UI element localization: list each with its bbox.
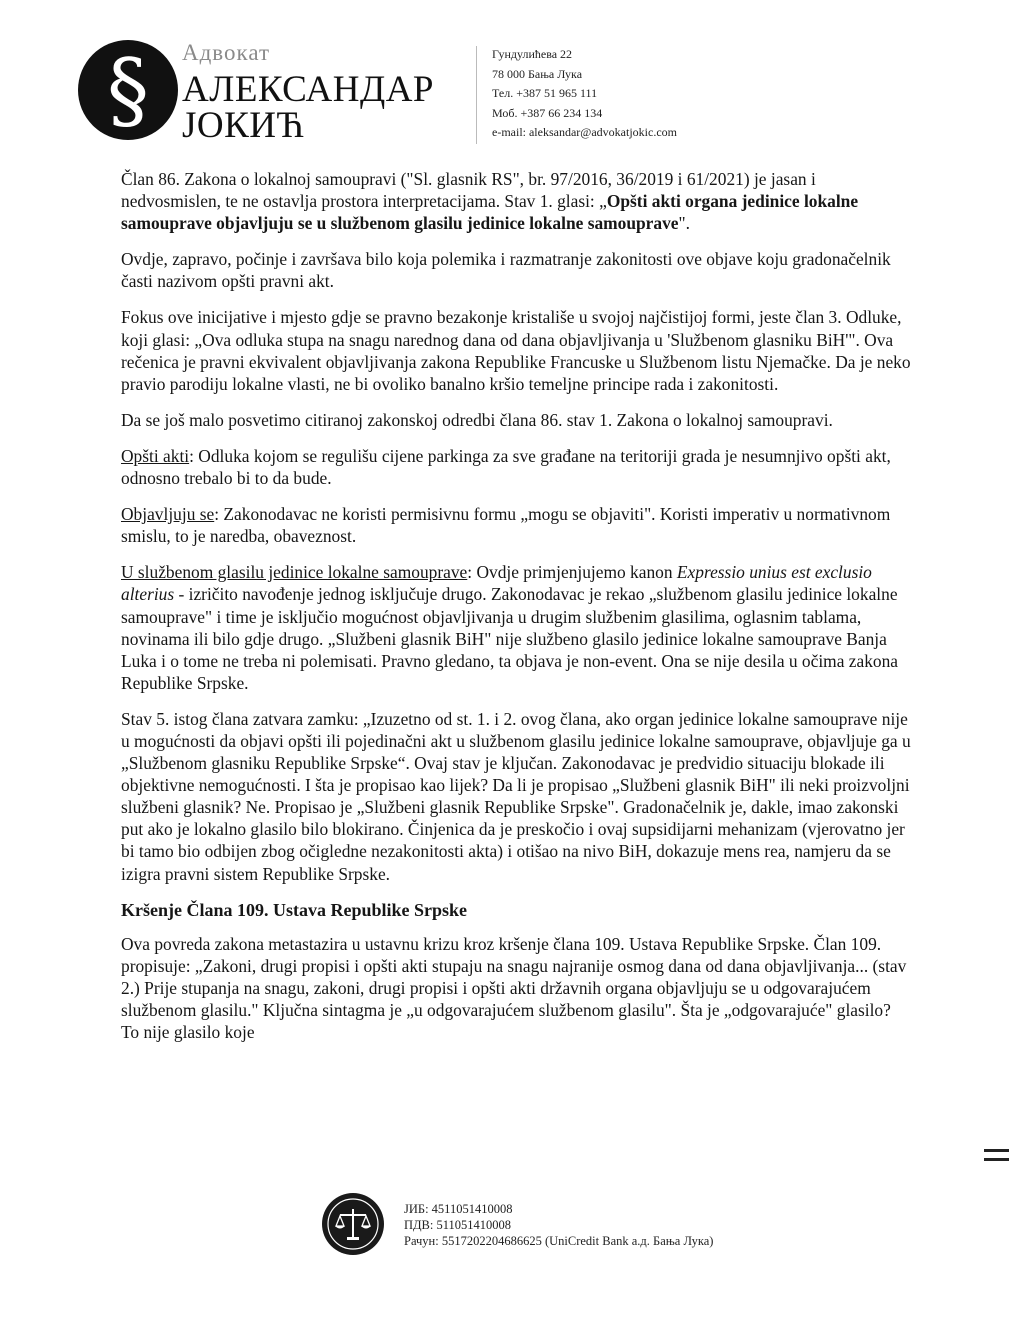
contact-email: e-mail: aleksandar@advokatjokic.com bbox=[492, 125, 677, 139]
paragraph-7 bbox=[121, 561, 911, 694]
contact-city: 78 000 Бања Лука bbox=[492, 66, 583, 81]
contact-block bbox=[492, 45, 677, 143]
p1-quote: Opšti akti organa jedinice lokalne samouprave objavljuju se u službenom glasilu jedinice lokalne samouprave bbox=[121, 191, 859, 234]
p7-text-b: - izričito navođenje jednog isključuje drugo. Zakonodavac je rekao „službenom glasilu jedinice lokalne samouprave" i time je isključio mogućnost objavljivanja u drugim službenim glasilima, oglasnim tablama, novinama ili bilo gdje drugo. „Službeni glasnik BiH" nije službeno glasilo jedinice lokalne samouprave Banja Luka i o tome ne treba ni polemisati. Pravno gledano, ta objava je non-event. Ona se nije desila u očima zakona Republike Srpske. bbox=[121, 584, 899, 693]
footer-pdv: ПДВ: 511051410008 bbox=[404, 1218, 512, 1232]
header-divider bbox=[476, 46, 477, 144]
paragraph-2: Ovdje, zapravo, počinje i završava bilo koja polemika i razmatranje zakonitosti ove objave koju gradonačelnik časti nazivom opšti pravni akt. bbox=[121, 249, 891, 292]
letterhead bbox=[0, 0, 1024, 160]
footer-jib: ЈИБ: 4511051410008 bbox=[404, 1202, 513, 1216]
logo-name-first: АЛЕКСАНДАР bbox=[182, 69, 434, 110]
mark-line-bottom bbox=[984, 1158, 1009, 1161]
footer-info bbox=[404, 1201, 713, 1249]
mark-line-top bbox=[984, 1149, 1009, 1152]
section-heading: Kršenje Člana 109. Ustava Republike Srpske bbox=[121, 899, 468, 920]
p1-end: ". bbox=[678, 213, 690, 234]
paragraph-9: Ova povreda zakona metastazira u ustavnu krizu kroz kršenje člana 109. Ustava Republike Srpske. Član 109. propisuje: „Zakoni, drugi propisi i opšti akti stupaju na snagu najranije osmog dana od dana objavljivanja... (stav 2.) Prije stupanja na snagu, zakoni, drugi propisi i opšti akti državnih organa objavljuju se u odgovarajućem službenom glasilu." Ključna sintagma je „u odgovarajućem službenom glasilu". Šta je „odgovarajuće" glasilo? To nije glasilo koje bbox=[121, 933, 907, 1043]
scales-icon-graphic bbox=[322, 1193, 384, 1255]
paragraph-4: Da se još malo posvetimo citiranoj zakonskoj odredbi člana 86. stav 1. Zakona o lokalnoj samoupravi. bbox=[121, 409, 833, 430]
paragraph-6 bbox=[121, 503, 911, 547]
p6-text: : Zakonodavac ne koristi permisivnu formu „mogu se objaviti". Koristi imperativ u normativnom smislu, to je naredba, obaveznost. bbox=[121, 504, 891, 547]
contact-phone: Тел. +387 51 965 111 bbox=[492, 86, 598, 100]
paragraph-5 bbox=[121, 445, 911, 489]
p7-text-a: : Ovdje primjenjujemo kanon bbox=[467, 562, 677, 583]
p6-term: Objavljuju se bbox=[121, 504, 215, 525]
logo-emblem bbox=[78, 40, 178, 140]
p7-term: U službenom glasilu jedinice lokalne samouprave bbox=[121, 562, 468, 583]
letter-body bbox=[121, 168, 911, 1057]
contact-address: Гундулићева 22 bbox=[492, 47, 573, 61]
p5-text: : Odluka kojom se regulišu cijene parkinga za sve građane na teritoriji grada je nesumnjivo opšti akt, odnosno trebalo bi to da bude. bbox=[121, 445, 891, 489]
paragraph-3: Fokus ove inicijative i mjesto gdje se pravno bezakonje kristališe u svojoj najčistijoj formi, jeste član 3. Odluke, koji glasi: „Ova odluka stupa na snagu narednog dana od dana objavljivanja u 'Službenom glasniku BiH'". Ova rečenica je pravni ekvivalent objavljivanja zakona Republike Francuske u Službenom listu Njemačke. Da je neko pravio parodiju lokalne vlasti, ne bi ovoliko banalno kršio temeljne principe rada i zakonitosti. bbox=[121, 307, 911, 394]
logo-name-last: ЈОКИЋ bbox=[182, 105, 305, 146]
continuation-mark bbox=[984, 1149, 1009, 1167]
paragraph-1 bbox=[121, 168, 911, 234]
p7-latin: Expressio unius est exclusio alterius bbox=[121, 562, 872, 605]
p5-term: Opšti akti bbox=[121, 445, 190, 466]
section-sign-icon: § bbox=[107, 41, 149, 139]
paragraph-8: Stav 5. istog člana zatvara zamku: „Izuzetno od st. 1. i 2. ovog člana, ako organ jedinice lokalne samouprave nije u mogućnosti da objavi opšti ili pojedinačni akt u službenom glasilu jedinice lokalne samouprave, objavljuje ga u „Službenom glasniku Republike Srpske“. Ovaj stav je ključan. Zakonodavac je predvidio situaciju blokade ili objektivne nemogućnosti. I šta je propisao kao lijek? Da li je propisao „Službeni glasnik BiH" ili neki proizvoljni službeni glasnik? Ne. Propisao je „Službeni glasnik Republike Srpske". Gradonačelnik je, dakle, imao zakonski put ako je lokalno glasilo bilo blokirano. Činjenica da je preskočio i ovaj supsidijarni mehanizam (vjerovatno jer bi tamo bio odbijen zbog očigledne nezakonitosti akta) i otišao na nivo BiH, dokazuje mens rea, namjeru da se izigra pravni sistem Republike Srpske. bbox=[121, 708, 911, 884]
logo-title: Адвокат bbox=[182, 40, 271, 65]
p1-text: Član 86. Zakona o lokalnoj samoupravi ("Sl. glasnik RS", br. 97/2016, 36/2019 i 61/2021) je jasan i nedvosmislen, te ne ostavlja prostora interpretacijama. Stav 1. glasi: „ bbox=[121, 169, 816, 212]
contact-mobile: Моб. +387 66 234 134 bbox=[492, 105, 603, 120]
footer-account: Рачун: 5517202204686625 (UniCredit Bank а.д. Бања Лука) bbox=[404, 1234, 714, 1248]
scales-of-justice-icon bbox=[322, 1193, 384, 1255]
